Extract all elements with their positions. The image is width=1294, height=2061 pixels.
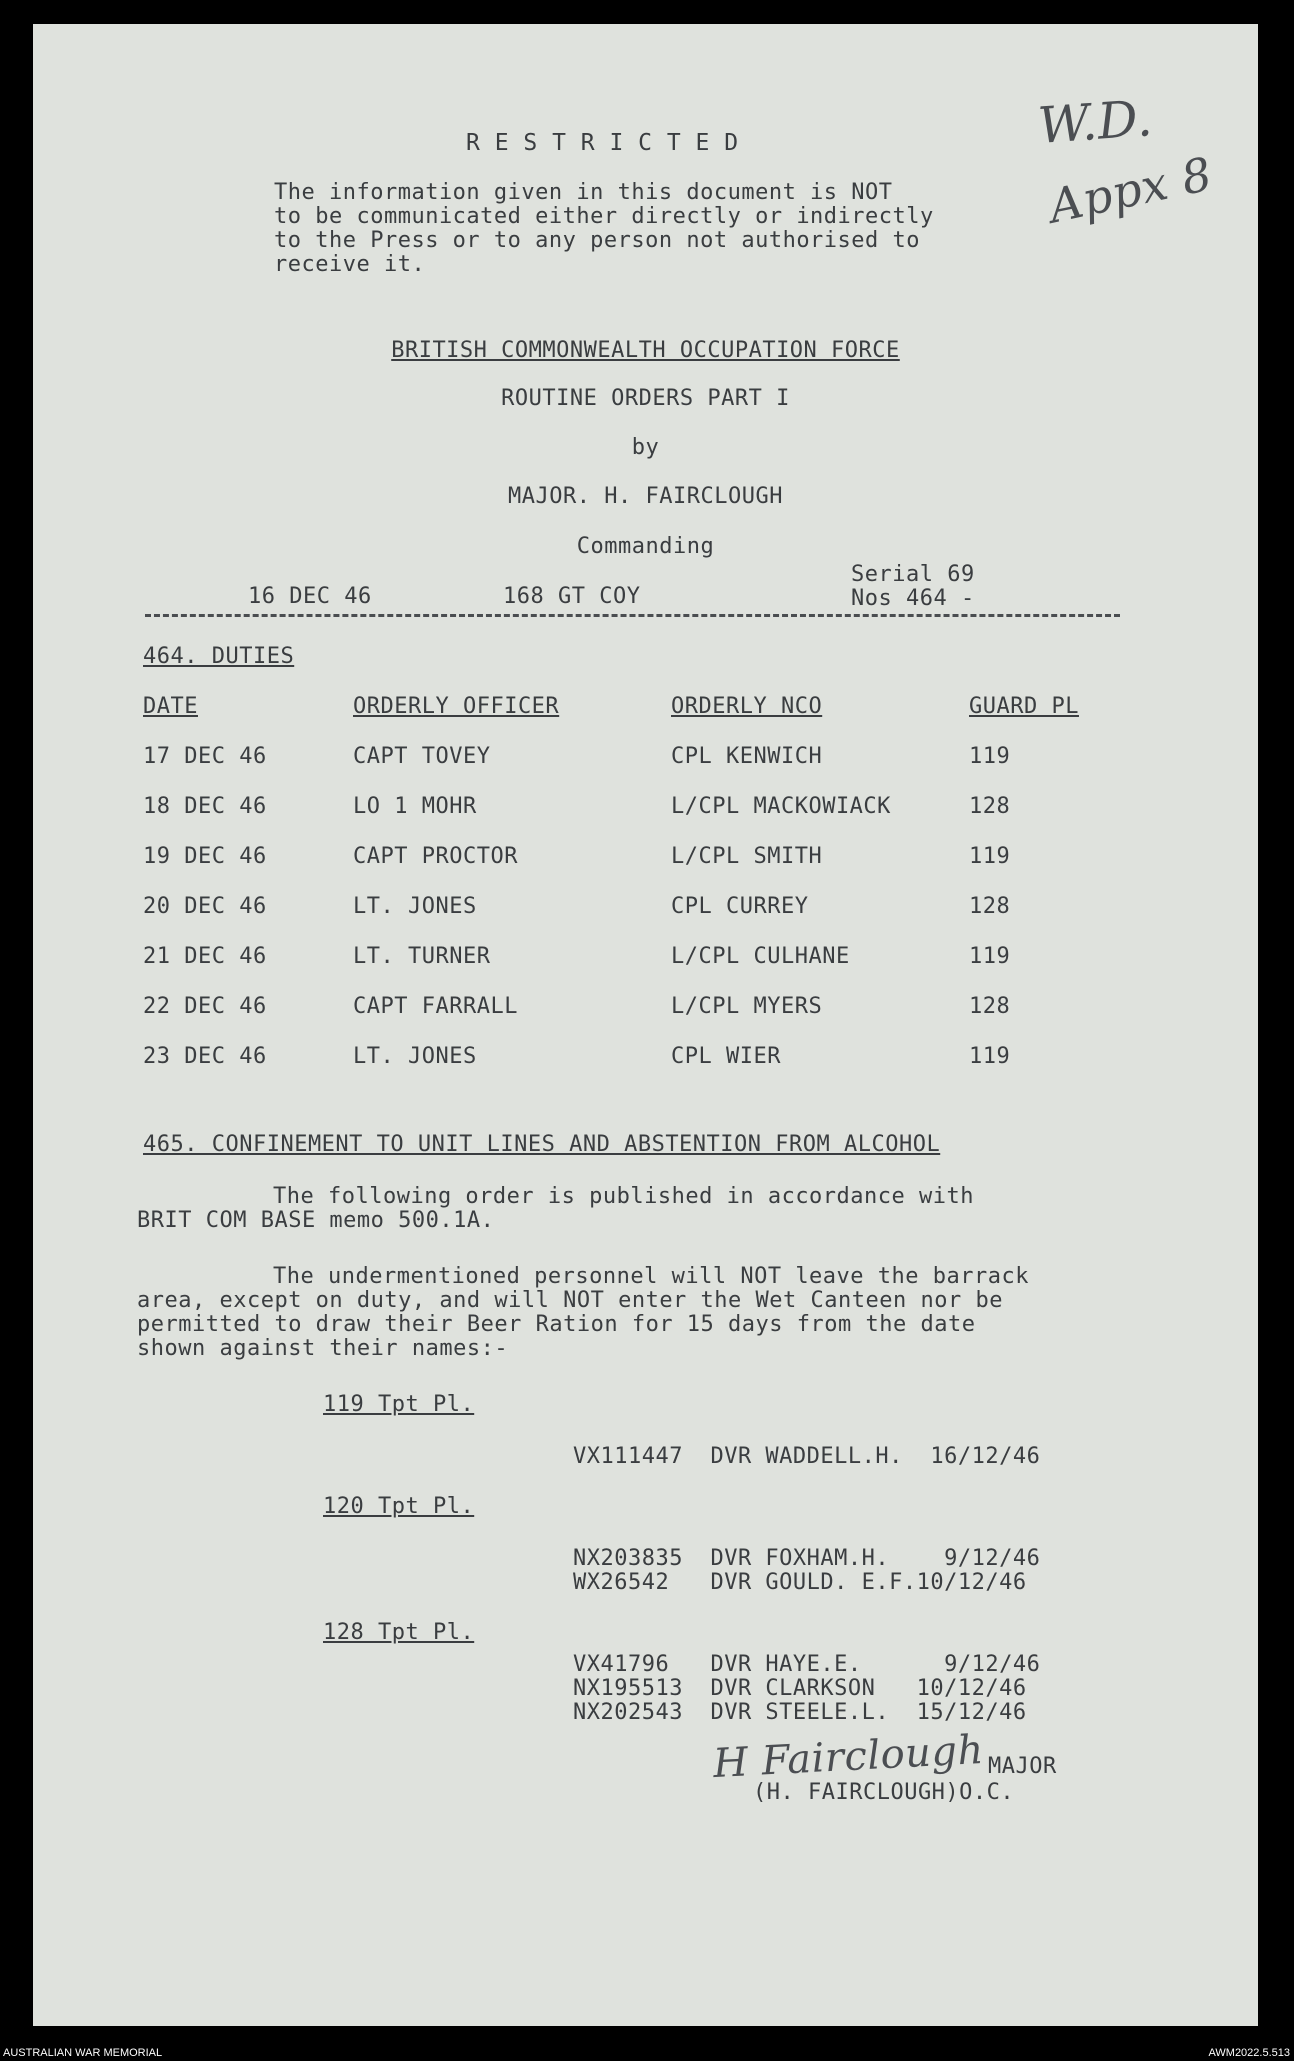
personnel-entry: NX195513 DVR CLARKSON 10/12/46 bbox=[573, 1676, 1027, 1701]
duty-guard: 119 bbox=[969, 1044, 1011, 1069]
duty-guard: 128 bbox=[969, 894, 1011, 919]
restricted-heading: R E S T R I C T E D bbox=[466, 130, 739, 156]
separator-line bbox=[145, 614, 1120, 617]
para-line: permitted to draw their Beer Ration for 15 days from the date bbox=[137, 1312, 976, 1337]
duty-date: 20 DEC 46 bbox=[143, 894, 267, 919]
unit-name: 168 GT COY bbox=[503, 584, 641, 609]
order-numbers: Nos 464 - bbox=[851, 586, 975, 611]
duty-officer: LT. JONES bbox=[353, 1044, 477, 1069]
handwritten-annotation: Appx 8 bbox=[1044, 146, 1217, 234]
duty-nco: CPL KENWICH bbox=[671, 744, 823, 769]
force-title: BRITISH COMMONWEALTH OCCUPATION FORCE bbox=[391, 338, 900, 363]
duty-officer: CAPT PROCTOR bbox=[353, 844, 518, 869]
document-page bbox=[33, 24, 1258, 2026]
para-line: The following order is published in accordance with bbox=[273, 1184, 975, 1209]
footer-accession: AWM2022.5.513 bbox=[1208, 2047, 1290, 2059]
commanding-line: Commanding bbox=[576, 534, 715, 559]
duty-officer: CAPT TOVEY bbox=[353, 744, 491, 769]
personnel-entry: NX202543 DVR STEELE.L. 15/12/46 bbox=[573, 1700, 1027, 1725]
para-line: The undermentioned personnel will NOT leave the barrack bbox=[273, 1264, 1029, 1289]
col-header-officer: ORDERLY OFFICER bbox=[353, 694, 560, 719]
duty-nco: CPL WIER bbox=[671, 1044, 781, 1069]
signature-name: (H. FAIRCLOUGH)O.C. bbox=[753, 1780, 1015, 1805]
para-line: shown against their names:- bbox=[137, 1336, 509, 1361]
duty-guard: 119 bbox=[969, 844, 1011, 869]
para-line: area, except on duty, and will NOT enter the Wet Canteen nor be bbox=[137, 1288, 1003, 1313]
footer-institution: AUSTRALIAN WAR MEMORIAL bbox=[3, 2047, 163, 2059]
platoon-heading: 128 Tpt Pl. bbox=[323, 1620, 475, 1645]
notice-line: to the Press or to any person not authorised to bbox=[274, 228, 921, 253]
duty-nco: L/CPL SMITH bbox=[671, 844, 823, 869]
duty-nco: L/CPL CULHANE bbox=[671, 944, 850, 969]
personnel-entry: NX203835 DVR FOXHAM.H. 9/12/46 bbox=[573, 1546, 1041, 1571]
duty-guard: 128 bbox=[969, 994, 1011, 1019]
duty-nco: L/CPL MYERS bbox=[671, 994, 823, 1019]
duty-date: 18 DEC 46 bbox=[143, 794, 267, 819]
by-line: by bbox=[631, 435, 660, 460]
duty-date: 19 DEC 46 bbox=[143, 844, 267, 869]
serial-number: Serial 69 bbox=[851, 562, 975, 587]
platoon-heading: 120 Tpt Pl. bbox=[323, 1494, 475, 1519]
para-line: BRIT COM BASE memo 500.1A. bbox=[137, 1208, 495, 1233]
duty-nco: CPL CURREY bbox=[671, 894, 809, 919]
routine-orders-title: ROUTINE ORDERS PART I bbox=[501, 386, 790, 411]
notice-line: receive it. bbox=[274, 252, 426, 277]
notice-line: The information given in this document is NOT bbox=[274, 180, 893, 205]
handwritten-annotation: W.D. bbox=[1036, 89, 1155, 155]
col-header-guard: GUARD PL bbox=[969, 694, 1079, 719]
confinement-heading bbox=[143, 1132, 940, 1158]
col-header-date: DATE bbox=[143, 694, 198, 719]
handwritten-signature: H Fairclough bbox=[711, 1726, 985, 1788]
personnel-entry: WX26542 DVR GOULD. E.F.10/12/46 bbox=[573, 1570, 1027, 1595]
duty-guard: 119 bbox=[969, 744, 1011, 769]
duty-date: 22 DEC 46 bbox=[143, 994, 267, 1019]
duty-officer: LT. TURNER bbox=[353, 944, 491, 969]
col-header-nco: ORDERLY NCO bbox=[671, 694, 823, 719]
duties-heading: 464. DUTIES bbox=[143, 644, 295, 669]
duty-officer: LT. JONES bbox=[353, 894, 477, 919]
confinement-heading-text: 465. CONFINEMENT TO UNIT LINES AND ABSTENTION FROM ALCOHOL bbox=[143, 1132, 941, 1157]
platoon-heading: 119 Tpt Pl. bbox=[323, 1392, 475, 1417]
order-date: 16 DEC 46 bbox=[248, 584, 372, 609]
duty-officer: LO 1 MOHR bbox=[353, 794, 477, 819]
notice-line: to be communicated either directly or indirectly bbox=[274, 204, 934, 229]
duty-guard: 119 bbox=[969, 944, 1011, 969]
duty-date: 17 DEC 46 bbox=[143, 744, 267, 769]
duty-officer: CAPT FARRALL bbox=[353, 994, 518, 1019]
signature-rank: MAJOR bbox=[988, 1754, 1057, 1779]
duty-date: 23 DEC 46 bbox=[143, 1044, 267, 1069]
personnel-entry: VX111447 DVR WADDELL.H. 16/12/46 bbox=[573, 1444, 1041, 1469]
duty-nco: L/CPL MACKOWIACK bbox=[671, 794, 891, 819]
duty-date: 21 DEC 46 bbox=[143, 944, 267, 969]
personnel-entry: VX41796 DVR HAYE.E. 9/12/46 bbox=[573, 1652, 1041, 1677]
officer-name: MAJOR. H. FAIRCLOUGH bbox=[508, 484, 783, 509]
duty-guard: 128 bbox=[969, 794, 1011, 819]
